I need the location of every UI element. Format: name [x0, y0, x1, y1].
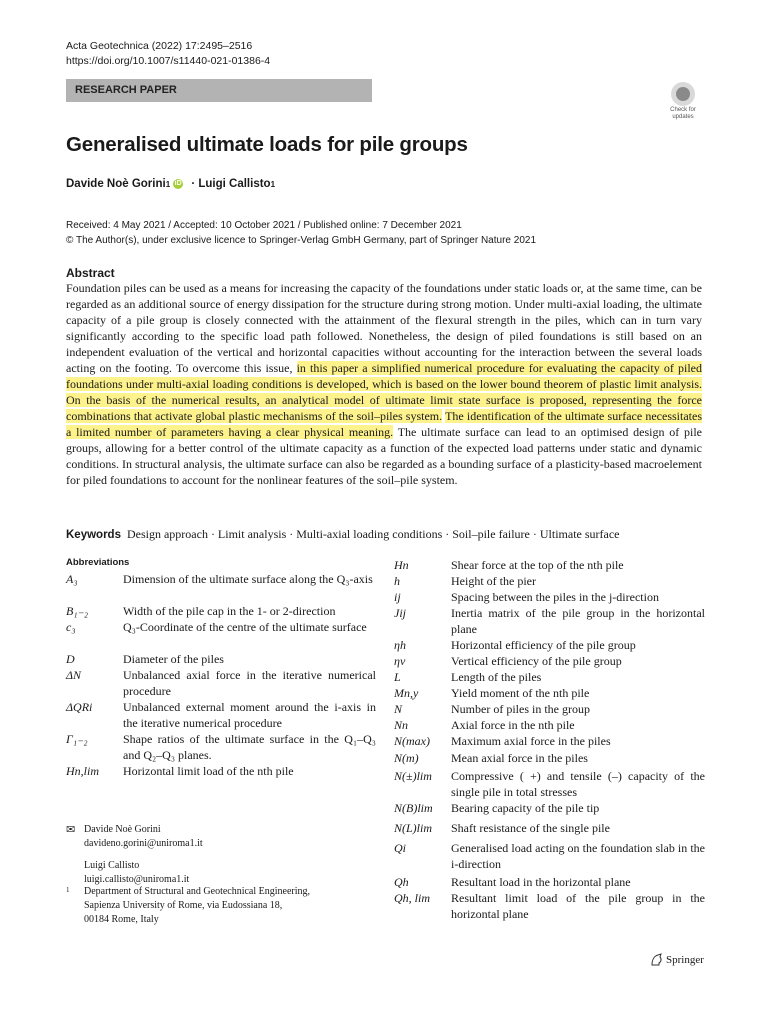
abbreviation-definition: Shaft resistance of the single pile: [451, 821, 610, 835]
keywords: [66, 527, 620, 542]
author-list: [66, 178, 275, 190]
envelope-icon: ✉: [66, 824, 76, 836]
abbreviation-definition: Dimension of the ultimate surface along the Q₃-axis: [123, 572, 373, 586]
abbreviation-symbol: N(L)lim: [394, 821, 433, 835]
abbreviation-definition: Vertical efficiency of the pile group: [451, 654, 622, 668]
abbreviation-definition: Number of piles in the group: [451, 702, 590, 716]
abbreviation-symbol: ΔQRi: [66, 700, 93, 714]
abbreviation-symbol: B₁₋₂: [66, 604, 89, 618]
highlighted-passage: in this paper a simplified numerical procedure for evaluating the capacity of piled foundations under multi-axial loading conditions is developed, which is based on the lower bound theorem of plastic limit analysis. On the basis of the numerical results, an analytical model of ultimate limit state surface is proposed, representing the force combinations that activate global plastic mechanisms of the soil–piles system.: [66, 361, 702, 423]
abbreviation-symbol: N(m): [394, 751, 419, 765]
abbreviations-heading: Abbreviations: [66, 557, 130, 568]
contact-email[interactable]: luigi.callisto@uniroma1.it: [84, 874, 190, 885]
abstract-text: Foundation piles can be used as a means for increasing the capacity of the foundations under static loads or, at the same time, can be regarded as an additional source of energy dissipation for the structure during strong motion. Under multi-axial loading, the ultimate capacity of a pile group is closely connected with the attainment of the flexural strength in the piles, which can in turn vary significantly according to the specific load path followed. Nonetheless, the design of piled foundations is still based on an independent evaluation of the vertical and horizontal capacities without accounting for the interaction between the several loads acting on the footing. To overcome this issue, in this paper a simplified numerical procedure for evaluating the capacity of piled foundations under multi-axial loading conditions is developed, which is based on the lower bound theorem of plastic limit analysis. On the basis of the numerical results, an analytical model of ultimate limit state surface is proposed, representing the force combinations that activate global plastic mechanisms of the soil–piles system. The identification of the ultimate surface necessitates a limited number of parameters having a clear physical meaning. The ultimate surface can lead to an optimised design of pile groups, allowing for a better control of the ultimate capacity as a function of the expected load patterns under static and dynamic conditions. In structural analysis, the ultimate surface can also be regarded as a bounding surface of a plasticity-based macroelement for piled foundations to account for the nonlinear features of the soil–pile system.: [66, 281, 702, 487]
abbreviation-definition: Generalised load acting on the foundation slab in the i-direction: [451, 841, 705, 871]
affiliation-number: 1: [66, 886, 70, 894]
abbreviation-symbol: Qh, lim: [394, 891, 430, 905]
journal-header: [66, 39, 270, 69]
abbreviation-definition: Maximum axial force in the piles: [451, 734, 611, 748]
abbreviation-definition: Height of the pier: [451, 574, 536, 588]
abbreviation-symbol: N(B)lim: [394, 801, 433, 815]
abbreviation-definition: Unbalanced axial force in the iterative numerical procedure: [123, 668, 376, 698]
abbreviation-symbol: Jij: [394, 606, 406, 620]
abbreviation-definition: Horizontal efficiency of the pile group: [451, 638, 636, 652]
author-separator: ·: [188, 178, 199, 190]
abbreviation-definition: Bearing capacity of the pile tip: [451, 801, 600, 815]
abbreviation-symbol: Qh: [394, 875, 409, 889]
abbreviation-symbol: ηh: [394, 638, 406, 652]
abbreviation-definition: Inertia matrix of the pile group in the horizontal plane: [451, 606, 705, 636]
author-name[interactable]: Luigi Callisto: [198, 178, 271, 190]
abbreviation-symbol: N: [394, 702, 403, 716]
abbreviation-definition: Unbalanced external moment around the i-axis in the iterative numerical procedure: [123, 700, 376, 730]
journal-citation: Acta Geotechnica (2022) 17:2495–2516: [66, 40, 253, 52]
abbreviation-definition: Compressive ( +) and tensile (–) capacity of the single pile in total stresses: [451, 769, 705, 799]
springer-horse-icon: [650, 953, 663, 966]
check-updates-label: Check for updates: [670, 107, 696, 120]
abbreviation-symbol: ηv: [394, 654, 406, 668]
abbreviation-symbol: ΔN: [66, 668, 82, 682]
abbreviation-symbol: Hn: [394, 558, 409, 572]
abbreviation-symbol: Hn,lim: [66, 764, 99, 778]
publisher-name: Springer: [666, 953, 704, 966]
abbreviation-symbol: c₃: [66, 620, 76, 634]
contact-email[interactable]: davideno.gorini@uniroma1.it: [84, 838, 203, 849]
keywords-list: Design approach · Limit analysis · Multi-axial loading conditions · Soil–pile failure · Ultimate surface: [126, 527, 620, 541]
abbreviation-definition: Resultant load in the horizontal plane: [451, 875, 631, 889]
abbreviation-definition: Width of the pile cap in the 1- or 2-direction: [123, 604, 336, 618]
abbreviation-symbol: Qi: [394, 841, 406, 855]
abbreviation-symbol: D: [66, 652, 75, 666]
abbreviation-symbol: Mn,y: [394, 686, 419, 700]
abbreviation-symbol: N(max): [394, 734, 430, 748]
check-for-updates-badge[interactable]: [662, 82, 704, 124]
author-affiliation-mark: 1: [270, 179, 276, 189]
abbreviation-definition: Length of the piles: [451, 670, 542, 684]
author-name[interactable]: Davide Noè Gorini: [66, 178, 166, 190]
abbreviation-definition: Diameter of the piles: [123, 652, 224, 666]
author-affiliation-mark: 1: [165, 179, 171, 189]
publication-history: [66, 218, 536, 248]
abbreviation-definition: Mean axial force in the piles: [451, 751, 588, 765]
abbreviation-symbol: h: [394, 574, 400, 588]
abbreviation-definition: Axial force in the nth pile: [451, 718, 575, 732]
publication-dates: Received: 4 May 2021 / Accepted: 10 October 2021 / Published online: 7 December 2021: [66, 220, 462, 231]
abbreviation-definition: Yield moment of the nth pile: [451, 686, 590, 700]
orcid-icon[interactable]: iD: [174, 180, 182, 187]
abbreviation-symbol: Γ₁₋₂: [66, 732, 88, 746]
publisher-logo: [650, 953, 704, 966]
article-type-banner: RESEARCH PAPER: [66, 79, 372, 102]
abbreviation-definition: Q₃-Coordinate of the centre of the ultimate surface: [123, 620, 367, 634]
abbreviation-definition: Shape ratios of the ultimate surface in the Q₁–Q₃ and Q₂–Q₃ planes.: [123, 732, 376, 762]
contact-name: Luigi Callisto: [84, 860, 140, 871]
abbreviation-definition: Shear force at the top of the nth pile: [451, 558, 624, 572]
abstract-heading: Abstract: [66, 266, 115, 280]
highlighted-passage: The identification of the ultimate surface necessitates a limited number of parameters having a clear physical meaning.: [66, 409, 702, 439]
copyright-notice: © The Author(s), under exclusive licence to Springer-Verlag GmbH Germany, part of Springer Nature 2021: [66, 235, 536, 246]
abbreviation-symbol: ij: [394, 590, 401, 604]
contact-name: Davide Noè Gorini: [84, 824, 161, 835]
abbreviation-symbol: Nn: [394, 718, 409, 732]
abbreviation-symbol: N(±)lim: [394, 769, 432, 783]
keywords-label: Keywords: [66, 529, 121, 541]
abbreviation-symbol: L: [394, 670, 401, 684]
abbreviation-definition: Spacing between the piles in the j-direction: [451, 590, 659, 604]
abbreviation-definition: Horizontal limit load of the nth pile: [123, 764, 294, 778]
abbreviation-symbol: A₃: [66, 572, 78, 586]
paper-title: Generalised ultimate loads for pile groups: [66, 133, 468, 156]
abbreviation-definition: Resultant limit load of the pile group in the horizontal plane: [451, 891, 705, 921]
doi-link[interactable]: https://doi.org/10.1007/s11440-021-01386-4: [66, 55, 271, 67]
check-updates-icon: [671, 82, 695, 106]
